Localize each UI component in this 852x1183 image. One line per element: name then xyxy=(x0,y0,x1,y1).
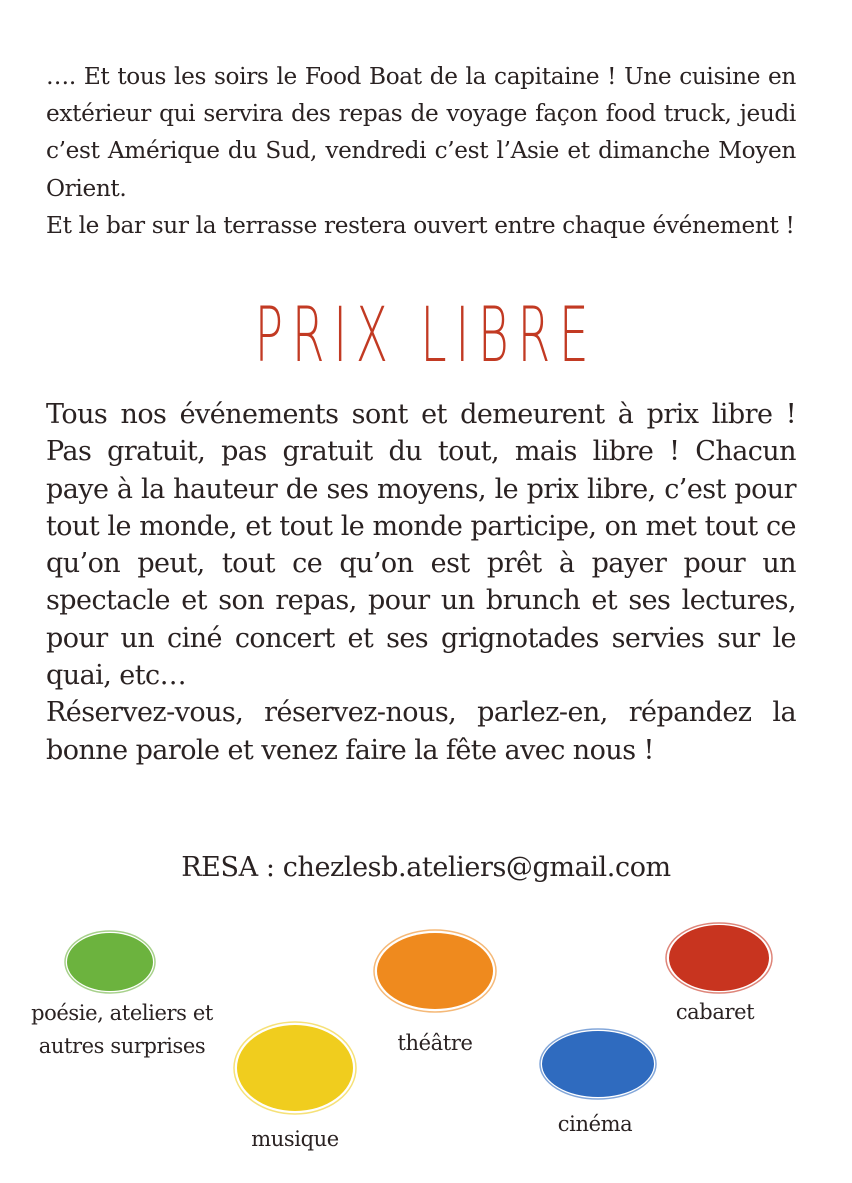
label-musique: musique xyxy=(251,1127,339,1151)
yellow-blob-icon xyxy=(232,1020,358,1116)
label-poesie-line1: poésie, ateliers et xyxy=(31,1001,213,1025)
label-cabaret: cabaret xyxy=(675,1000,755,1024)
green-blob-icon xyxy=(62,928,158,996)
food-boat-text: …. Et tous les soirs le Food Boat de la capitaine ! Une cuisine en extérieur qui servira des repas de voyage façon food truck, jeudi c’est Amérique du Sud, vendredi c’est l’Asie et dimanche Moyen Orient. xyxy=(46,63,796,202)
label-poesie xyxy=(16,997,228,1063)
reserve-text: Réservez-vous, réservez-nous, parlez-en, répandez la bonne parole et venez faire la fête avec nous ! xyxy=(46,697,796,766)
label-cinema: cinéma xyxy=(557,1112,633,1136)
label-poesie-line2: autres surprises xyxy=(38,1034,206,1058)
blue-blob-icon xyxy=(538,1026,658,1102)
label-theatre: théâtre xyxy=(397,1031,473,1055)
intro-paragraph xyxy=(46,58,796,244)
resa-email: RESA : chezlesb.ateliers@gmail.com xyxy=(181,852,671,883)
bar-text: Et le bar sur la terrasse restera ouvert entre chaque événement ! xyxy=(46,211,795,239)
red-blob-icon xyxy=(664,920,774,996)
prix-libre-paragraph xyxy=(46,396,796,769)
prix-libre-text: Tous nos événements sont et demeurent à prix libre ! Pas gratuit, pas gratuit du tout, mais libre ! Chacun paye à la hauteur de ses moyens, le prix libre, c’est pour tout le monde, et tout le monde participe, on met tout ce qu’on peut, tout ce qu’on est prêt à payer pour un spectacle et son repas, pour un brunch et ses lectures, pour un ciné concert et ses grignotades servies sur le quai, etc… xyxy=(46,399,796,692)
prix-libre-title: PRIX LIBRE xyxy=(254,290,598,379)
orange-blob-icon xyxy=(372,928,498,1014)
